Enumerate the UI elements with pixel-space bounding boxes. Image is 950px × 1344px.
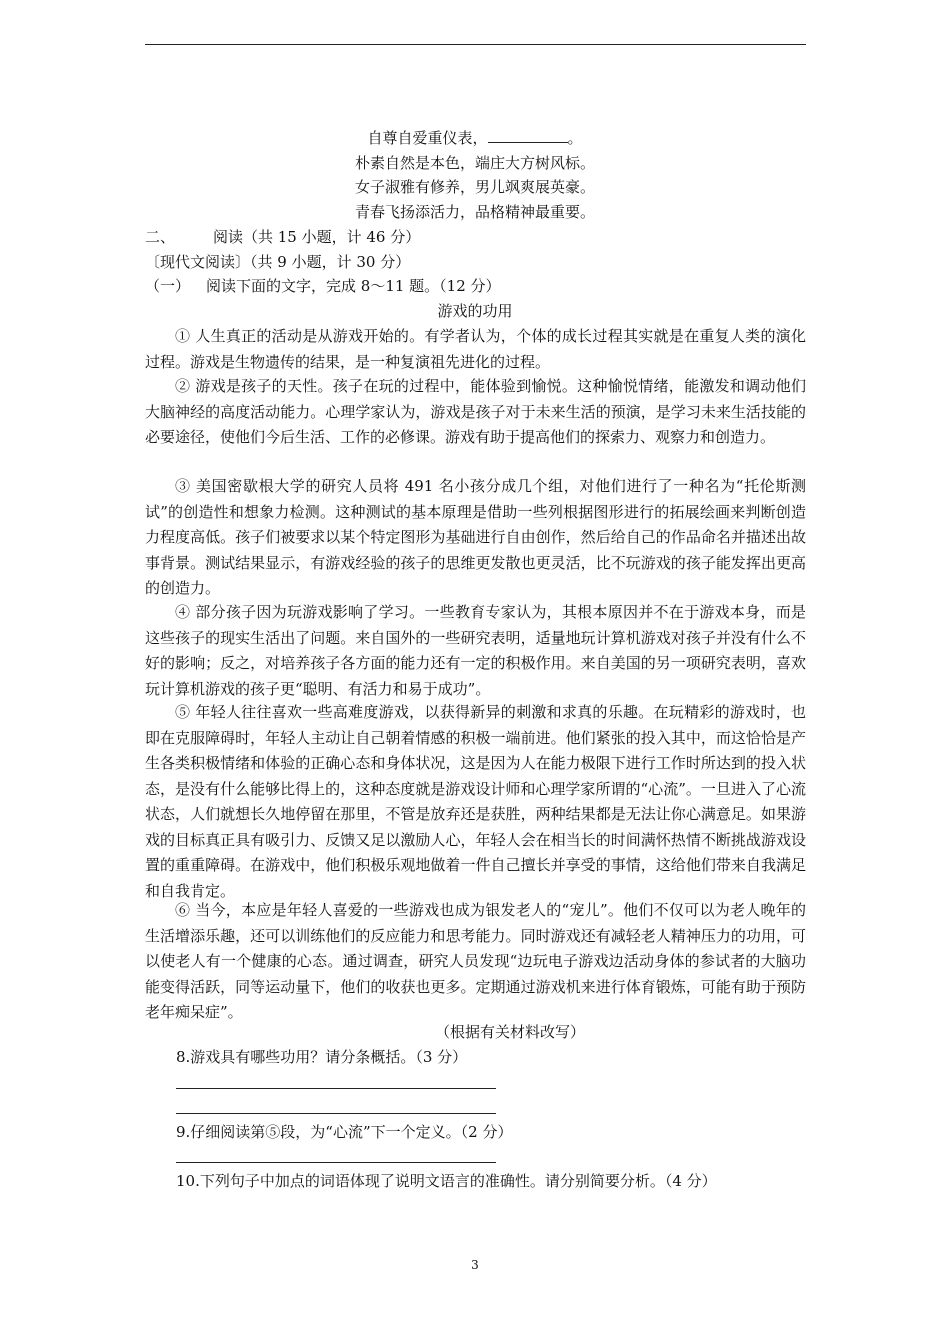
question-10: 10.下列句子中加点的词语体现了说明文语言的准确性。请分别简要分析。（4 分）	[176, 1172, 717, 1190]
poem-line-4: 青春飞扬添活力，品格精神最重要。	[354, 203, 595, 221]
article-title: 游戏的功用	[437, 302, 513, 320]
paragraph-1: ① 人生真正的活动是从游戏开始的。有学者认为，个体的成长过程其实就是在重复人类的演化过程。游戏是生物遗传的结果，是一种复演祖先进化的过程。	[145, 327, 806, 371]
answer-line-8a[interactable]	[176, 1088, 496, 1089]
poem-line-2: 朴素自然是本色，端庄大方树风标。	[354, 154, 595, 172]
poem-line-3: 女子淑雅有修养，男儿飒爽展英豪。	[354, 178, 595, 196]
paragraph-6: ⑥ 当今，本应是年轻人喜爱的一些游戏也成为银发老人的“宠儿”。他们不仅可以为老人晚年的生活增添乐趣，还可以训练他们的反应能力和思考能力。同时游戏还有减轻老人精神压力的功用，可以使老人有一个健康的心态。通过调查，研究人员发现“边玩电子游戏边活动身体的参试者的大脑功能变得活跃，同等运动量下，他们的收获也更多。定期通过游戏机来进行体育锻炼，可能有助于预防老年痴呆症”。	[145, 901, 806, 1021]
question-8: 8.游戏具有哪些功用？请分条概括。（3 分）	[176, 1048, 468, 1066]
part-instruction: 阅读下面的文字，完成 8～11 题。（12 分）	[206, 277, 501, 295]
question-9: 9.仔细阅读第⑤段，为“心流”下一个定义。（2 分）	[176, 1123, 513, 1141]
header-rule	[145, 44, 806, 45]
fill-in-blank[interactable]	[488, 128, 568, 143]
subsection-title: 〔现代文阅读〕（共 9 小题，计 30 分）	[145, 253, 411, 271]
page-number: 3	[471, 1258, 479, 1272]
paragraph-3: ③ 美国密歇根大学的研究人员将 491 名小孩分成几个组，对他们进行了一种名为“托伦斯测试”的创造性和想象力检测。这种测试的基本原理是借助一些列根据图形进行的拓展绘画来判断创造力程度高低。孩子们被要求以某个特定图形为基础进行自由创作，然后给自己的作品命名并描述出故事背景。测试结果显示，有游戏经验的孩子的思维更发散也更灵活，比不玩游戏的孩子能发挥出更高的创造力。	[145, 477, 806, 597]
part-label: （一）	[145, 277, 191, 295]
paragraph-2: ② 游戏是孩子的天性。孩子在玩的过程中，能体验到愉悦。这种愉悦情绪，能激发和调动他们大脑神经的高度活动能力。心理学家认为，游戏是孩子对于未来生活的预演，是学习未来生活技能的必要途径，使他们今后生活、工作的必修课。游戏有助于提高他们的探索力、观察力和创造力。	[145, 377, 806, 446]
answer-line-9[interactable]	[176, 1162, 496, 1163]
poem-line-1: 自尊自爱重仪表， 。	[367, 129, 583, 147]
paragraph-5: ⑤ 年轻人往往喜欢一些高难度游戏，以获得新异的刺激和求真的乐趣。在玩精彩的游戏时，也即在克服障碍时，年轻人主动让自己朝着情感的积极一端前进。他们紧张的投入其中，而这恰恰是产生各类积极情绪和体验的正确心态和身体状况，这是因为人在能力极限下进行工作时所达到的投入状态，是没有什么能够比得上的，这种态度就是游戏设计师和心理学家所谓的“心流”。一旦进入了心流状态，人们就想长久地停留在那里，不管是放弃还是获胜，两种结果都是无法让你心满意足。如果游戏的目标真正具有吸引力、反馈又足以激励人心，年轻人会在相当长的时间满怀热情不断挑战游戏设置的重重障碍。在游戏中，他们积极乐观地做着一件自己擅长并享受的事情，这给他们带来自我满足和自我肯定。	[145, 703, 806, 900]
answer-line-8b[interactable]	[176, 1113, 496, 1114]
section-number: 二、	[145, 228, 176, 246]
article-source: （根据有关材料改写）	[434, 1023, 585, 1041]
paragraph-4: ④ 部分孩子因为玩游戏影响了学习。一些教育专家认为，其根本原因并不在于游戏本身，而是这些孩子的现实生活出了问题。来自国外的一些研究表明，适量地玩计算机游戏对孩子并没有什么不好的影响；反之，对培养孩子各方面的能力还有一定的积极作用。来自美国的另一项研究表明，喜欢玩计算机游戏的孩子更“聪明、有活力和易于成功”。	[145, 603, 806, 698]
section-title: 阅读（共 15 小题，计 46 分）	[213, 228, 421, 246]
